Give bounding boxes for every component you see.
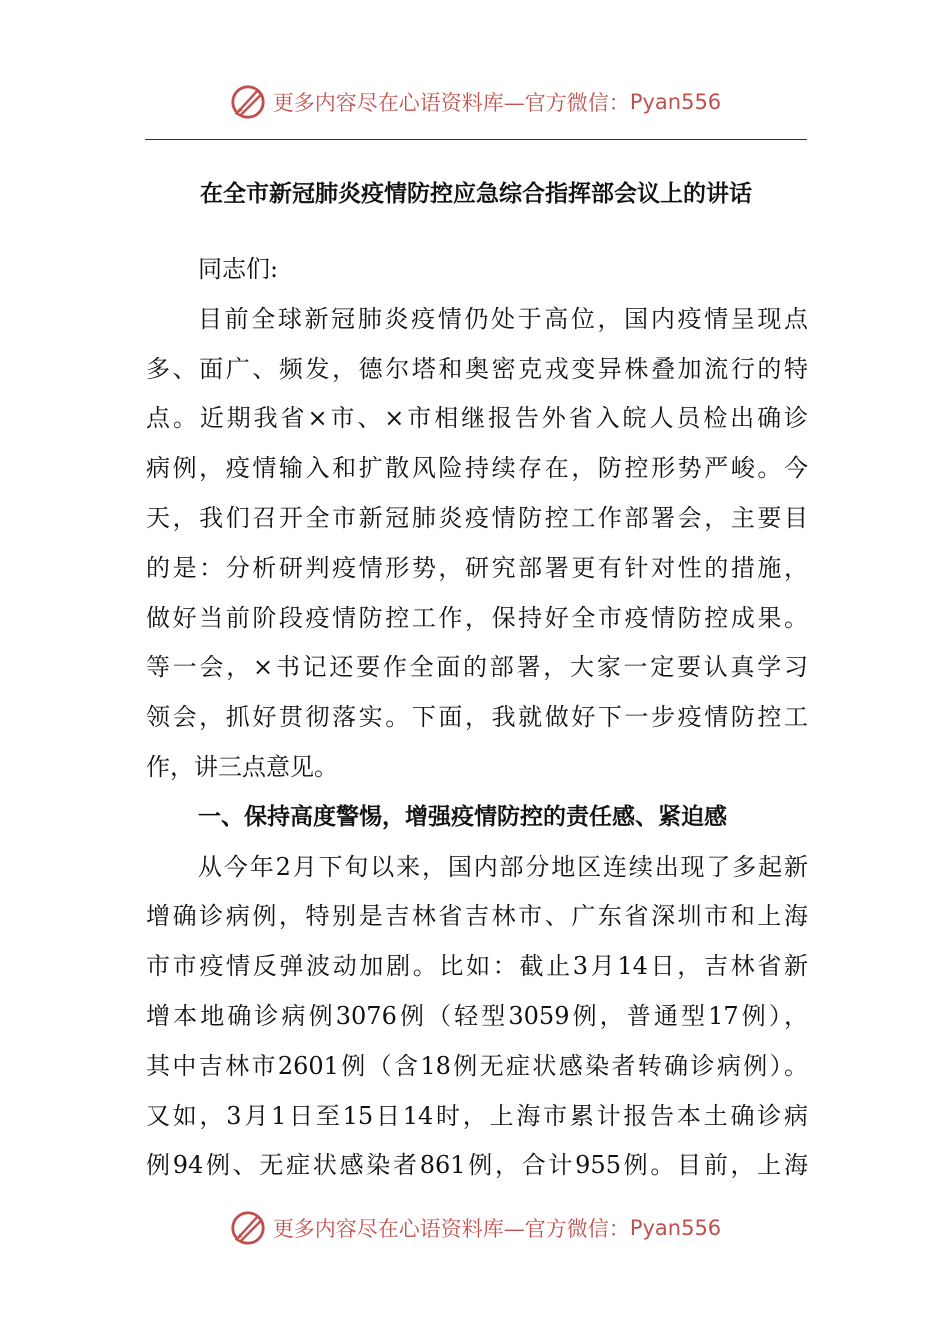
body-line: 例94例、无症状感染者861例，合计955例。目前，上海 [146, 1151, 808, 1180]
body-line: 市市疫情反弹波动加剧。比如：截止3月14日，吉林省新 [146, 952, 808, 981]
salutation: 同志们: [198, 255, 279, 283]
document-body [146, 245, 808, 1191]
header-banner [0, 82, 950, 122]
body-line: 天，我们召开全市新冠肺炎疫情防控工作部署会，主要目 [146, 503, 808, 532]
banner-wechat-id: Pyan556 [629, 90, 722, 114]
banner-wechat-id: Pyan556 [629, 1216, 722, 1240]
body-line: 又如，3月1日至15日14时，上海市累计报告本土确诊病 [146, 1101, 808, 1130]
header-rule [145, 139, 807, 140]
body-line: 多、面广、频发，德尔塔和奥密克戎变异株叠加流行的特 [146, 354, 808, 383]
banner-text: 更多内容尽在心语资料库—官方微信： [272, 91, 630, 115]
document-title: 在全市新冠肺炎疫情防控应急综合指挥部会议上的讲话 [200, 181, 752, 207]
body-line: 病例，疫情输入和扩散风险持续存在，防控形势严峻。今 [146, 454, 808, 483]
section-heading: 一、保持高度警惕，增强疫情防控的责任感、紧迫感 [198, 803, 727, 830]
body-line: 等一会，×书记还要作全面的部署，大家一定要认真学习 [146, 653, 808, 682]
body-line: 增本地确诊病例3076例（轻型3059例，普通型17例）， [146, 1001, 808, 1030]
body-line: 做好当前阶段疫情防控工作，保持好全市疫情防控成果。 [146, 603, 808, 632]
body-line: 增确诊病例，特别是吉林省吉林市、广东省深圳市和上海 [146, 902, 808, 931]
footer-banner [0, 1208, 950, 1248]
body-line: 领会，抓好贯彻落实。下面，我就做好下一步疫情防控工 [146, 703, 808, 732]
body-line: 目前全球新冠肺炎疫情仍处于高位，国内疫情呈现点 [198, 304, 808, 333]
body-line: 其中吉林市2601例（含18例无症状感染者转确诊病例）。 [146, 1051, 808, 1080]
pen-logo-icon [229, 1209, 267, 1247]
body-line: 点。近期我省×市、×市相继报告外省入皖人员检出确诊 [146, 404, 808, 433]
banner-text: 更多内容尽在心语资料库—官方微信： [272, 1217, 630, 1241]
body-line: 的是：分析研判疫情形势，研究部署更有针对性的措施， [146, 553, 808, 582]
body-line: 从今年2月下旬以来，国内部分地区连续出现了多起新 [198, 852, 808, 881]
body-line: 作，讲三点意见。 [146, 752, 338, 781]
pen-logo-icon [229, 83, 267, 121]
